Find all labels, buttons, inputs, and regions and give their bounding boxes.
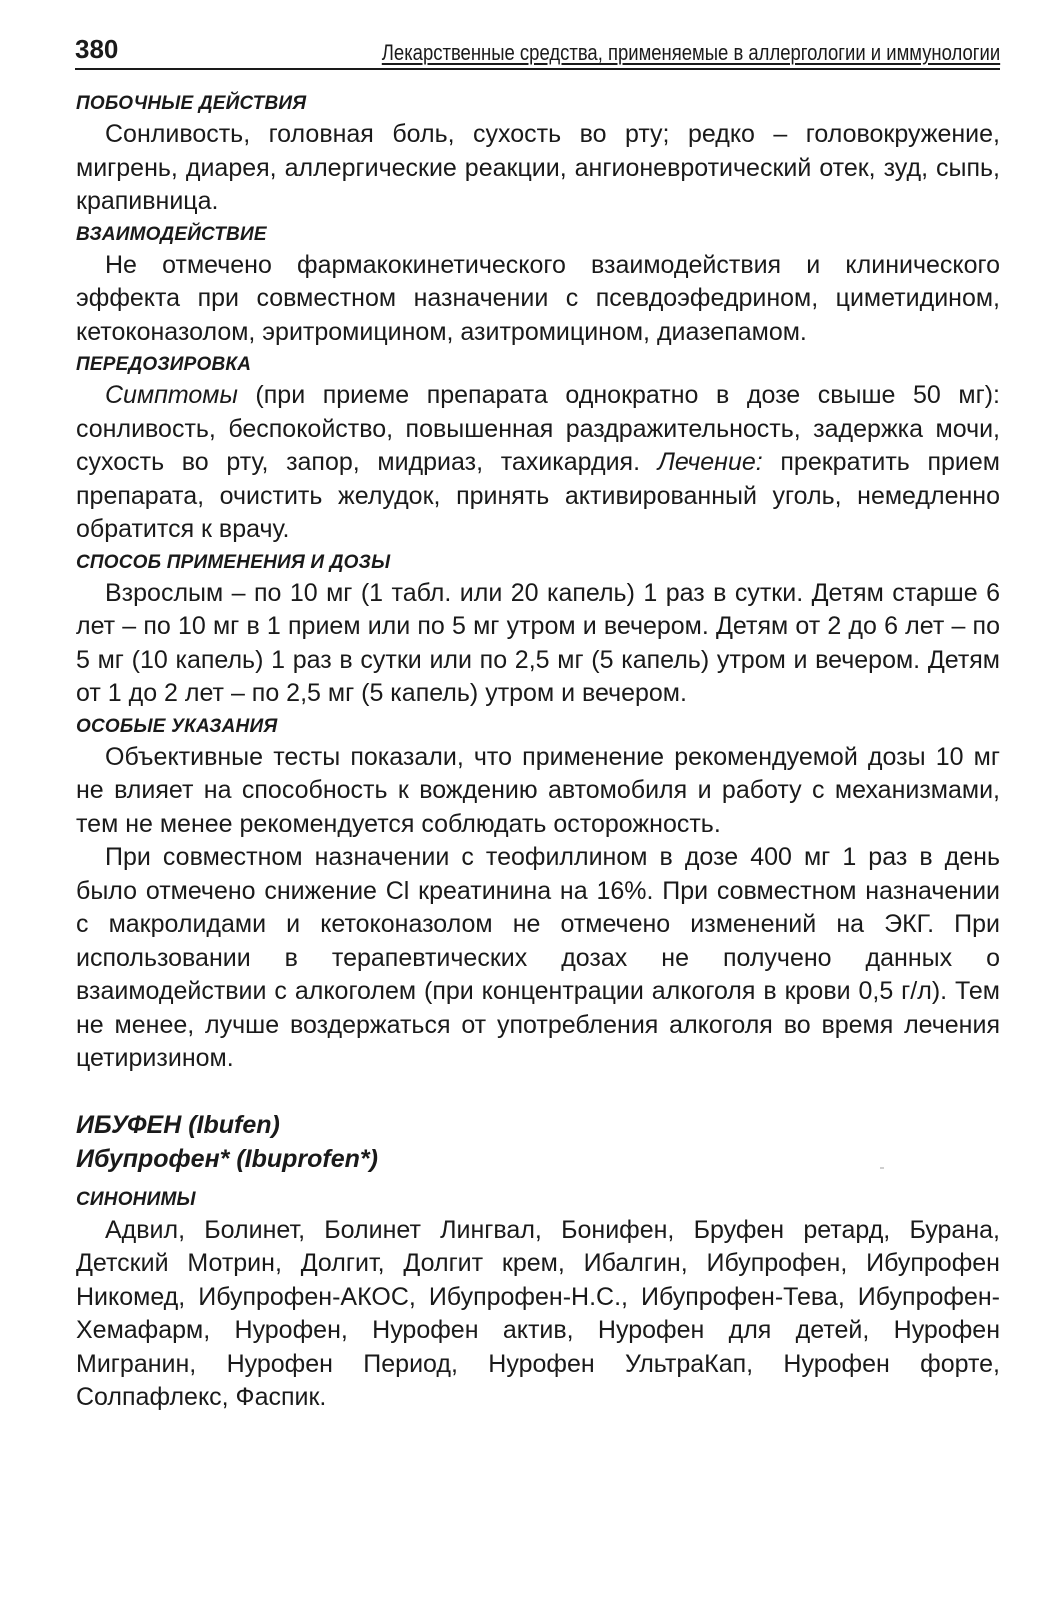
section-text: Взрослым – по 10 мг (1 табл. или 20 капель) 1 раз в сутки. Детям старше 6 лет – по 10 мг в 1 прием или по 5 мг утром и вечером. Детям от 2 до 6 лет – по 5 мг (10 капель) 1 раз в сутки или по 2,5 мг (5 капель) утром и вечером. Детям от 1 до 2 лет – по 2,5 мг (5 капель) утром и вечером. bbox=[76, 578, 1000, 707]
section-heading: ОСОБЫЕ УКАЗАНИЯ bbox=[76, 715, 278, 737]
symptoms-text: (при приеме препарата однократно в дозе свыше 50 мг): сонливость, беспокойство, повышенная раздражительность, задержка мочи, сухость во рту, запор, мидриаз, тахикардия. bbox=[76, 381, 1000, 476]
section-text: Объективные тесты показали, что применение рекомендуемой дозы 10 мг не влияет на способность к вождению автомобиля и работу с механизмами, тем не менее рекомендуется соблюдать осторожность. bbox=[76, 742, 1000, 838]
section-text: Не отмечено фармакокинетического взаимодействия и клинического эффекта при совместном назначении с псевдоэфедрином, циметидином, кетоконазолом, эритромицином, азитромицином, диазепамом. bbox=[76, 250, 1000, 346]
section-overdose bbox=[76, 351, 1000, 547]
section-heading: ПОБОЧНЫЕ ДЕЙСТВИЯ bbox=[76, 93, 307, 114]
section-text: Сонливость, головная боль, сухость во рту; редко – головокружение, мигрень, диарея, аллергические реакции, ангионевротический отек, зуд, сыпь, крапивница. bbox=[76, 120, 1000, 215]
section-dosage bbox=[76, 549, 1000, 711]
drug-generic-name: Ибупрофен* (Ibuprofen*) bbox=[76, 1144, 378, 1173]
scan-speck bbox=[880, 1167, 884, 1169]
drug-trade-name: ИБУФЕН (Ibufen) bbox=[76, 1110, 280, 1139]
running-title: Лекарственные средства, применяемые в аллергологии и иммунологии bbox=[381, 40, 1000, 65]
synonyms-text: Адвил, Болинет, Болинет Лингвал, Бонифен, Бруфен ретард, Бурана, Детский Мотрин, Долгит, Долгит крем, Ибалгин, Ибупрофен, Ибупрофен Никомед, Ибупрофен-АКОС, Ибупрофен-Н.С., Ибупрофен-Тева, Ибупрофен-Хемафарм, Нурофен, Нурофен актив, Нурофен для детей, Нурофен Мигранин, Нурофен Период, Нурофен УльтраКап, Нурофен форте, Солпафлекс, Фаспик. bbox=[76, 1215, 1000, 1411]
section-heading: ВЗАИМОДЕЙСТВИЕ bbox=[76, 223, 267, 245]
section-text-continued: При совместном назначении с теофиллином в дозе 400 мг 1 раз в день было отмечено снижение Cl креатинина на 16%. При совместном назначении с макролидами и кетоконазолом не отмечено изменений на ЭКГ. При использовании в терапевтических дозах не получено данных о взаимодействии с алкоголем (при концентрации алкоголя в крови 0,5 г/л). Тем не менее, лучше воздержаться от употребления алкоголя во время лечения цетиризином. bbox=[76, 843, 1000, 1072]
treatment-text: прекратить прием препарата, очистить желудок, принять активированный уголь, немедленно обратится к врачу. bbox=[76, 448, 1000, 543]
section-text bbox=[76, 379, 1000, 547]
section-interaction bbox=[76, 221, 1000, 350]
section-side-effects bbox=[76, 90, 1000, 219]
section-special-notes bbox=[76, 713, 1000, 1076]
drug-entry bbox=[76, 1108, 1000, 1415]
running-header bbox=[75, 34, 1000, 70]
symptoms-label: Симптомы bbox=[105, 381, 238, 409]
synonyms-heading: СИНОНИМЫ bbox=[76, 1188, 196, 1210]
treatment-label: Лечение: bbox=[657, 448, 763, 476]
page-number: 380 bbox=[75, 34, 119, 64]
section-heading: ПЕРЕДОЗИРОВКА bbox=[76, 354, 252, 375]
section-heading: СПОСОБ ПРИМЕНЕНИЯ И ДОЗЫ bbox=[76, 551, 391, 573]
page-body bbox=[76, 90, 1000, 1415]
